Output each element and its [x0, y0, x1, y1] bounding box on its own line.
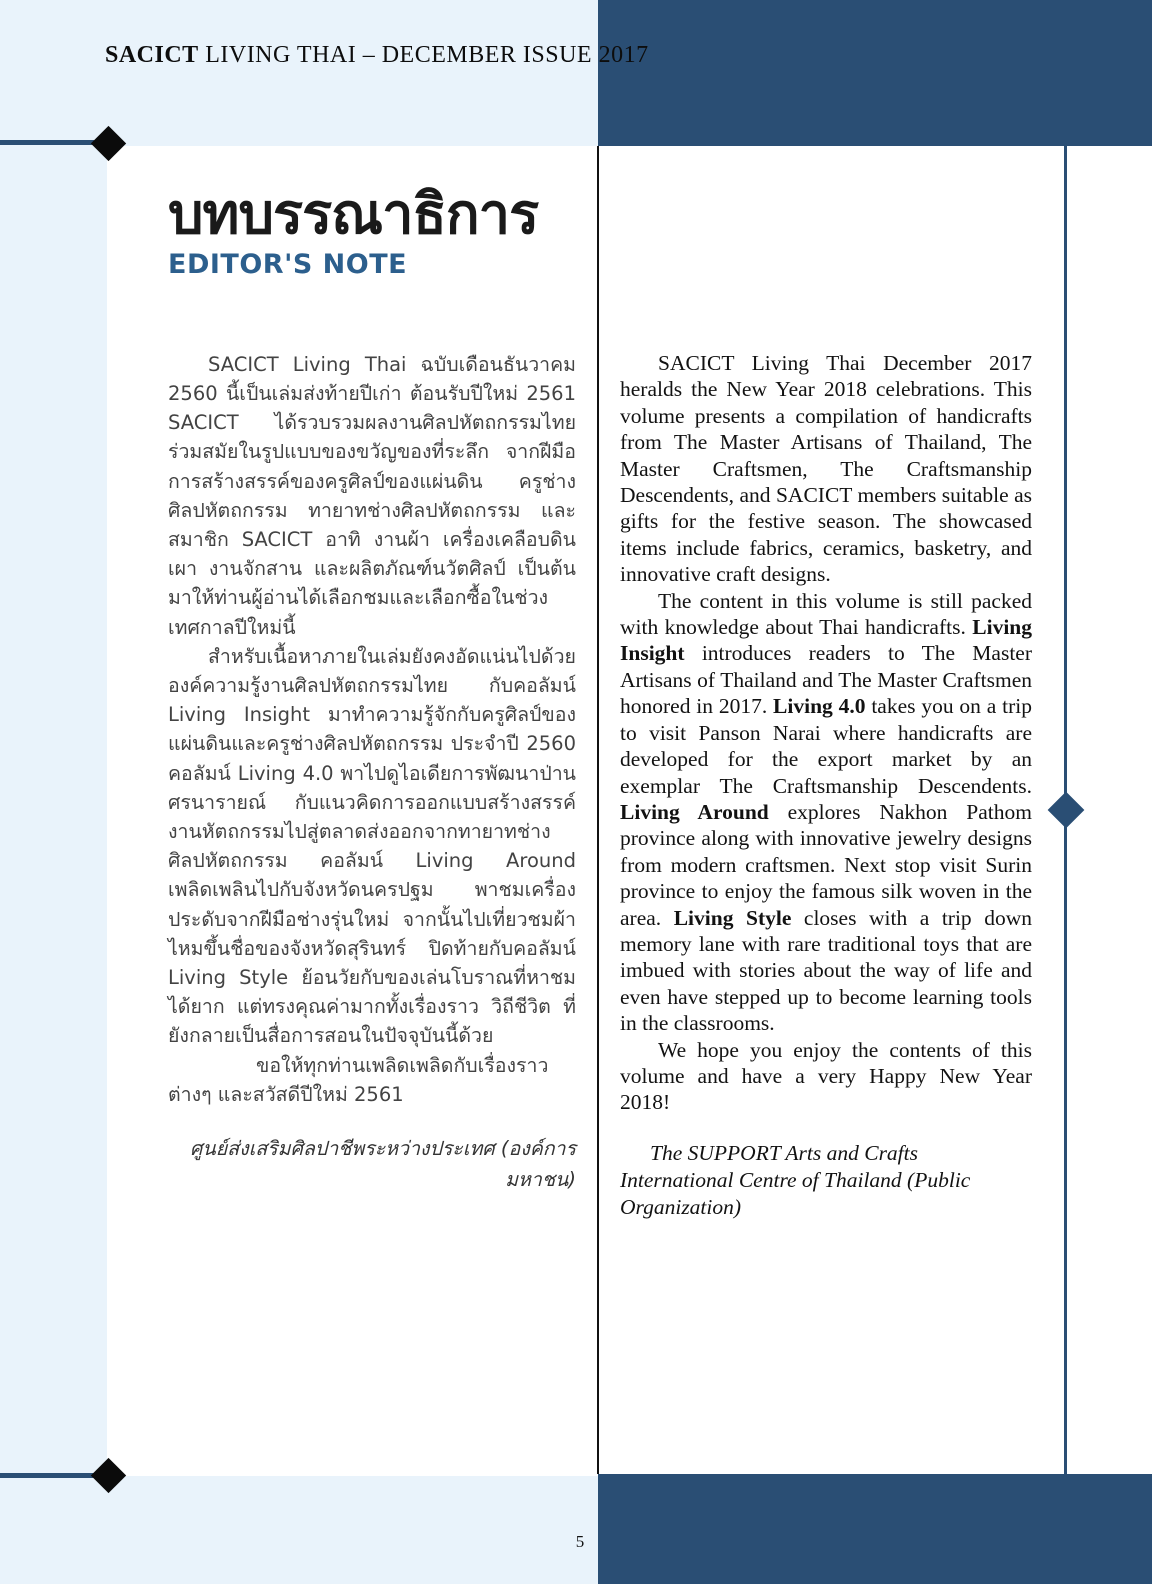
thai-body — [168, 350, 576, 1109]
english-paragraph: We hope you enjoy the contents of this volume and have a very Happy New Year 2018! — [620, 1037, 1032, 1115]
text-segment: The content in this volume is still packed with knowledge about Thai handicrafts. — [620, 588, 1032, 640]
thai-column — [168, 182, 576, 1195]
page-number: 5 — [575, 1532, 585, 1551]
header-navy-block — [598, 0, 1152, 146]
english-paragraph: SACICT Living Thai December 2017 heralds the New Year 2018 celebrations. This volume presents a compilation of handicrafts from The Master Artisans of Thailand, The Master Craftsmen, The Craftsmanship Descendents, and SACICT members suitable as gifts for the festive season. The showcased items include fabrics, ceramics, basketry, and innovative craft designs. — [620, 351, 1032, 587]
text-segment: introduces readers to The Master Artisans of Thailand and The Master Craftsmen honored in 2017. — [620, 641, 1032, 719]
left-margin-strip — [0, 146, 107, 1476]
column-name-living-around: Living Around — [620, 799, 769, 824]
text-segment: explores Nakhon Pathom province along with innovative jewelry designs from modern craftsmen. Next stop visit Surin province to enjoy the famous silk woven in the area. — [620, 799, 1032, 930]
english-column — [620, 350, 1032, 1221]
english-paragraph — [620, 588, 1032, 1037]
thai-paragraph: ขอให้ทุกท่านเพลิดเพลิดกับเรื่องราวต่างๆ และสวัสดีปีใหม่ 2561 — [168, 1053, 549, 1106]
column-name-living-4-0: Living 4.0 — [773, 694, 866, 719]
thai-paragraph: SACICT Living Thai ฉบับเดือนธันวาคม 2560 นี้เป็นเล่มส่งท้ายปีเก่า ต้อนรับปีใหม่ 2561 SACICT ได้รวบรวมผลงานศิลปหัตถกรรมไทยร่วมสมัยในรูปแบบของขวัญของที่ระลึก จากฝีมือการสร้างสรรค์ของครูศิลป์ของแผ่นดิน ครูช่างศิลปหัตถกรรม ทายาทช่างศิลปหัตถกรรม และสมาชิก SACICT อาทิ งานผ้า เครื่องเคลือบดินเผา งานจักสาน และผลิตภัณฑ์นวัตศิลป์ เป็นต้น มาให้ท่านผู้อ่านได้เลือกชมและเลือกซื้อในช่วงเทศกาลปีใหม่นี้ — [168, 352, 576, 639]
thai-paragraph: สำหรับเนื้อหาภายในเล่มยังคงอัดแน่นไปด้วยองค์ความรู้งานศิลปหัตถกรรมไทย กับคอลัมน์ Living Insight มาทำความรู้จักกับครูศิลป์ของแผ่นดินและครูช่างศิลปหัตถกรรม ประจำปี 2560 คอลัมน์ Living 4.0 พาไปดูไอเดียการพัฒนาป่านศรนารายณ์ กับแนวคิดการออกแบบสร้างสรรค์งานหัตถกรรมไปสู่ตลาดส่งออกจากทายาทช่างศิลปหัตถกรรม คอลัมน์ Living Around เพลิดเพลินไปกับจังหวัดนครปฐม พาชมเครื่องประดับจากฝีมือช่างรุ่นใหม่ จากนั้นไปเที่ยวชมผ้าไหมขึ้นชื่อของจังหวัดสุรินทร์ ปิดท้ายกับคอลัมน์ Living Style ย้อนวัยกับของเล่นโบราณที่หาชมได้ยาก แต่ทรงคุณค่ามากทั้งเรื่องราว วิถีชีวิต ที่ยังกลายเป็นสื่อการสอนในปัจจุบันนี้ด้วย — [168, 644, 576, 1048]
masthead-brand: SACICT — [105, 42, 199, 68]
page-title-thai: บทบรรณาธิการ — [168, 182, 539, 247]
column-divider-line — [597, 146, 599, 1474]
text-segment: takes you on a trip to visit Panson Narai where handicrafts are developed for the export market by an exemplar The Craftsmanship Descendents. — [620, 694, 1032, 798]
page-title-english: EDITOR'S NOTE — [168, 248, 408, 280]
thai-signature: ศูนย์ส่งเสริมศิลปาชีพระหว่างประเทศ (องค์การมหาชน) — [190, 1137, 576, 1192]
navy-diamond-icon — [1048, 792, 1085, 829]
top-left-light-band — [0, 0, 598, 146]
bottom-left-light-band — [0, 1476, 598, 1584]
english-signature: The SUPPORT Arts and Crafts International Centre of Thailand (Public Organization) — [620, 1140, 971, 1219]
masthead — [105, 42, 649, 69]
bottom-ornament-line — [0, 1473, 94, 1478]
column-name-living-style: Living Style — [673, 905, 792, 930]
top-ornament-line — [0, 140, 94, 145]
text-segment: closes with a trip down memory lane with rare traditional toys that are imbued with stories about the way of life and even have stepped up to become learning tools in the classrooms. — [620, 905, 1032, 1036]
masthead-issue: LIVING THAI – DECEMBER ISSUE 2017 — [198, 42, 649, 68]
footer-navy-block — [598, 1474, 1152, 1584]
column-name-living-insight: Living Insight — [620, 615, 1032, 666]
